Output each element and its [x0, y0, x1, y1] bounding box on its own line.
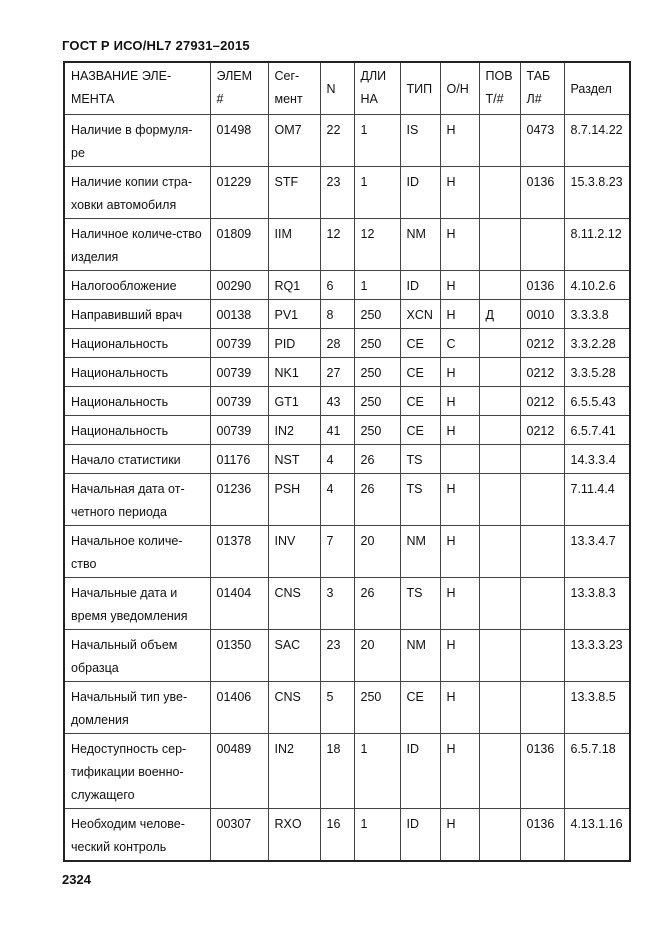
cell-segment: PSH	[268, 474, 320, 526]
cell-type: ID	[400, 271, 440, 300]
cell-name: Необходим челове-ческий контроль	[64, 809, 210, 862]
cell-segment: RXO	[268, 809, 320, 862]
cell-n: 7	[320, 526, 354, 578]
header-length: ДЛИ НА	[354, 62, 400, 115]
cell-elem: 01176	[210, 445, 268, 474]
cell-elem: 00138	[210, 300, 268, 329]
cell-opt: Н	[440, 219, 479, 271]
cell-length: 1	[354, 809, 400, 862]
cell-length: 250	[354, 329, 400, 358]
cell-name: Начальное количе-ство	[64, 526, 210, 578]
cell-length: 20	[354, 526, 400, 578]
cell-length: 1	[354, 734, 400, 809]
cell-opt: Н	[440, 300, 479, 329]
document-standard-title: ГОСТ Р ИСО/HL7 27931–2015	[62, 38, 250, 53]
cell-tbl: 0473	[520, 115, 564, 167]
cell-rep	[479, 445, 520, 474]
cell-section: 3.3.2.28	[564, 329, 630, 358]
cell-name: Начало статистики	[64, 445, 210, 474]
cell-type: NM	[400, 630, 440, 682]
cell-elem: 01406	[210, 682, 268, 734]
cell-n: 8	[320, 300, 354, 329]
cell-length: 250	[354, 682, 400, 734]
cell-rep	[479, 115, 520, 167]
cell-length: 250	[354, 358, 400, 387]
header-name: НАЗВАНИЕ ЭЛЕ- МЕНТА	[64, 62, 210, 115]
cell-tbl: 0136	[520, 809, 564, 862]
cell-section: 4.10.2.6	[564, 271, 630, 300]
cell-elem: 00739	[210, 387, 268, 416]
cell-type: IS	[400, 115, 440, 167]
cell-rep	[479, 630, 520, 682]
cell-length: 26	[354, 474, 400, 526]
cell-length: 1	[354, 271, 400, 300]
cell-rep	[479, 329, 520, 358]
cell-section: 8.11.2.12	[564, 219, 630, 271]
cell-type: ID	[400, 809, 440, 862]
cell-length: 26	[354, 578, 400, 630]
cell-name: Недоступность сер-тификации военно-служащего	[64, 734, 210, 809]
table-row	[64, 445, 630, 474]
cell-segment: SAC	[268, 630, 320, 682]
cell-elem: 00739	[210, 416, 268, 445]
cell-tbl: 0136	[520, 271, 564, 300]
cell-section: 3.3.3.8	[564, 300, 630, 329]
cell-section: 4.13.1.16	[564, 809, 630, 862]
cell-rep	[479, 416, 520, 445]
cell-opt: Н	[440, 416, 479, 445]
cell-n: 12	[320, 219, 354, 271]
table-header-row	[64, 62, 630, 115]
table-row	[64, 682, 630, 734]
cell-rep	[479, 387, 520, 416]
table-row	[64, 630, 630, 682]
cell-opt: Н	[440, 682, 479, 734]
cell-name: Наличие в формуля-ре	[64, 115, 210, 167]
cell-segment: CNS	[268, 578, 320, 630]
table-row	[64, 115, 630, 167]
cell-section: 7.11.4.4	[564, 474, 630, 526]
cell-length: 1	[354, 115, 400, 167]
cell-tbl	[520, 474, 564, 526]
cell-n: 41	[320, 416, 354, 445]
cell-elem: 01236	[210, 474, 268, 526]
table-row	[64, 578, 630, 630]
cell-tbl: 0212	[520, 387, 564, 416]
cell-elem: 01498	[210, 115, 268, 167]
cell-n: 18	[320, 734, 354, 809]
cell-name: Начальная дата от-четного периода	[64, 474, 210, 526]
cell-section: 3.3.5.28	[564, 358, 630, 387]
cell-tbl: 0212	[520, 416, 564, 445]
cell-rep	[479, 526, 520, 578]
header-segment: Сег- мент	[268, 62, 320, 115]
cell-type: ID	[400, 167, 440, 219]
cell-rep: Д	[479, 300, 520, 329]
cell-tbl	[520, 526, 564, 578]
cell-section: 6.5.7.41	[564, 416, 630, 445]
cell-length: 26	[354, 445, 400, 474]
cell-segment: CNS	[268, 682, 320, 734]
table-row	[64, 358, 630, 387]
cell-section: 15.3.8.23	[564, 167, 630, 219]
cell-opt: Н	[440, 474, 479, 526]
cell-segment: RQ1	[268, 271, 320, 300]
cell-section: 14.3.3.4	[564, 445, 630, 474]
cell-type: CE	[400, 329, 440, 358]
cell-segment: PID	[268, 329, 320, 358]
cell-rep	[479, 358, 520, 387]
cell-rep	[479, 167, 520, 219]
cell-opt: Н	[440, 809, 479, 862]
cell-segment: PV1	[268, 300, 320, 329]
cell-n: 4	[320, 474, 354, 526]
cell-opt: Н	[440, 387, 479, 416]
cell-tbl: 0212	[520, 329, 564, 358]
header-n: N	[320, 62, 354, 115]
cell-opt: Н	[440, 526, 479, 578]
table-row	[64, 167, 630, 219]
cell-tbl	[520, 219, 564, 271]
cell-tbl: 0010	[520, 300, 564, 329]
table-row	[64, 416, 630, 445]
cell-length: 250	[354, 387, 400, 416]
cell-tbl	[520, 682, 564, 734]
cell-elem: 01350	[210, 630, 268, 682]
cell-name: Национальность	[64, 358, 210, 387]
cell-section: 13.3.8.5	[564, 682, 630, 734]
table-row	[64, 219, 630, 271]
cell-elem: 00739	[210, 329, 268, 358]
table-row	[64, 387, 630, 416]
cell-opt: Н	[440, 115, 479, 167]
cell-type: CE	[400, 387, 440, 416]
cell-name: Наличное количе-ство изделия	[64, 219, 210, 271]
cell-elem: 01229	[210, 167, 268, 219]
cell-section: 13.3.8.3	[564, 578, 630, 630]
cell-tbl: 0212	[520, 358, 564, 387]
cell-type: NM	[400, 526, 440, 578]
cell-length: 1	[354, 167, 400, 219]
cell-section: 13.3.3.23	[564, 630, 630, 682]
cell-opt: Н	[440, 167, 479, 219]
cell-n: 16	[320, 809, 354, 862]
cell-segment: NK1	[268, 358, 320, 387]
cell-opt	[440, 445, 479, 474]
cell-n: 23	[320, 167, 354, 219]
table-row	[64, 474, 630, 526]
cell-n: 43	[320, 387, 354, 416]
cell-length: 250	[354, 300, 400, 329]
cell-type: CE	[400, 416, 440, 445]
cell-type: CE	[400, 358, 440, 387]
cell-opt: Н	[440, 271, 479, 300]
cell-segment: IIM	[268, 219, 320, 271]
cell-section: 8.7.14.22	[564, 115, 630, 167]
cell-length: 12	[354, 219, 400, 271]
cell-type: TS	[400, 578, 440, 630]
cell-name: Начальный объем образца	[64, 630, 210, 682]
cell-tbl	[520, 630, 564, 682]
cell-n: 4	[320, 445, 354, 474]
cell-name: Начальный тип уве-домления	[64, 682, 210, 734]
table-row	[64, 809, 630, 862]
cell-n: 23	[320, 630, 354, 682]
cell-n: 28	[320, 329, 354, 358]
header-rep: ПОВ Т/#	[479, 62, 520, 115]
cell-segment: IN2	[268, 416, 320, 445]
cell-name: Национальность	[64, 416, 210, 445]
cell-n: 5	[320, 682, 354, 734]
header-elem: ЭЛЕМ #	[210, 62, 268, 115]
cell-tbl: 0136	[520, 734, 564, 809]
cell-name: Национальность	[64, 329, 210, 358]
cell-elem: 01809	[210, 219, 268, 271]
cell-opt: Н	[440, 358, 479, 387]
cell-elem: 01404	[210, 578, 268, 630]
cell-elem: 00307	[210, 809, 268, 862]
cell-opt: С	[440, 329, 479, 358]
cell-name: Направивший врач	[64, 300, 210, 329]
cell-rep	[479, 682, 520, 734]
cell-rep	[479, 809, 520, 862]
cell-name: Национальность	[64, 387, 210, 416]
cell-n: 22	[320, 115, 354, 167]
cell-rep	[479, 219, 520, 271]
header-section: Раздел	[564, 62, 630, 115]
cell-section: 13.3.4.7	[564, 526, 630, 578]
cell-segment: GT1	[268, 387, 320, 416]
cell-rep	[479, 734, 520, 809]
cell-name: Налогообложение	[64, 271, 210, 300]
cell-type: TS	[400, 445, 440, 474]
cell-section: 6.5.5.43	[564, 387, 630, 416]
cell-type: ID	[400, 734, 440, 809]
header-tbl: ТАБ Л#	[520, 62, 564, 115]
table-row	[64, 526, 630, 578]
cell-name: Наличие копии стра-ховки автомобиля	[64, 167, 210, 219]
cell-type: TS	[400, 474, 440, 526]
page-number: 2324	[62, 872, 91, 887]
table-row	[64, 329, 630, 358]
cell-type: XCN	[400, 300, 440, 329]
cell-length: 250	[354, 416, 400, 445]
cell-n: 6	[320, 271, 354, 300]
cell-opt: Н	[440, 734, 479, 809]
cell-segment: IN2	[268, 734, 320, 809]
cell-type: CE	[400, 682, 440, 734]
cell-elem: 01378	[210, 526, 268, 578]
cell-length: 20	[354, 630, 400, 682]
cell-n: 27	[320, 358, 354, 387]
header-type: ТИП	[400, 62, 440, 115]
cell-n: 3	[320, 578, 354, 630]
cell-elem: 00290	[210, 271, 268, 300]
cell-opt: Н	[440, 578, 479, 630]
cell-opt: Н	[440, 630, 479, 682]
cell-elem: 00489	[210, 734, 268, 809]
cell-name: Начальные дата и время уведомления	[64, 578, 210, 630]
cell-type: NM	[400, 219, 440, 271]
cell-tbl: 0136	[520, 167, 564, 219]
table-row	[64, 734, 630, 809]
table-row	[64, 300, 630, 329]
cell-rep	[479, 271, 520, 300]
data-elements-table	[63, 61, 631, 862]
cell-segment: INV	[268, 526, 320, 578]
cell-tbl	[520, 445, 564, 474]
cell-segment: STF	[268, 167, 320, 219]
cell-section: 6.5.7.18	[564, 734, 630, 809]
cell-rep	[479, 474, 520, 526]
cell-rep	[479, 578, 520, 630]
cell-segment: OM7	[268, 115, 320, 167]
header-opt: О/Н	[440, 62, 479, 115]
table-row	[64, 271, 630, 300]
cell-elem: 00739	[210, 358, 268, 387]
cell-segment: NST	[268, 445, 320, 474]
cell-tbl	[520, 578, 564, 630]
